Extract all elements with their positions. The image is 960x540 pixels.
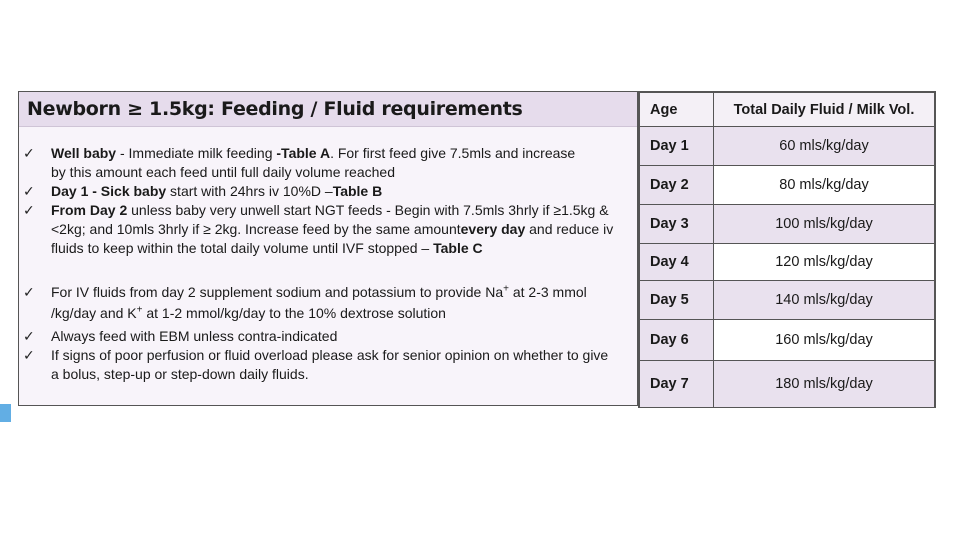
table-row <box>640 361 935 408</box>
day-cell: Day 4 <box>640 244 714 281</box>
volume-cell: 100 mls/kg/day <box>714 205 935 244</box>
day-cell: Day 3 <box>640 205 714 244</box>
table-row <box>640 244 935 281</box>
daily-fluid-table <box>639 92 935 408</box>
checkmark-icon: ✓ <box>23 347 35 363</box>
volume-cell: 160 mls/kg/day <box>714 320 935 361</box>
table-row <box>640 320 935 361</box>
volume-cell: 140 mls/kg/day <box>714 281 935 320</box>
table-row <box>640 205 935 244</box>
panel-title: Newborn ≥ 1.5kg: Feeding / Fluid requirements <box>27 98 523 120</box>
volume-cell: 60 mls/kg/day <box>714 127 935 166</box>
list-item-from-day2: ✓ From Day 2 unless baby very unwell start NGT feeds - Begin with 7.5mls 3hrly if ≥1.5kg & <2kg; and 10mls 3hrly if ≥ 2kg. Increase feed by the same amountevery day and reduce iv fluids to keep within the total daily volume until IVF stopped – Table C <box>23 202 614 256</box>
table-row <box>640 166 935 205</box>
table-row <box>640 281 935 320</box>
column-header-age: Age <box>640 93 714 127</box>
list-item-ebm: ✓ Always feed with EBM unless contra-indicated <box>23 328 338 344</box>
volume-cell: 180 mls/kg/day <box>714 361 935 408</box>
day-cell: Day 6 <box>640 320 714 361</box>
list-item-iv-fluids: ✓ For IV fluids from day 2 supplement sodium and potassium to provide Na+ at 2-3 mmol /kg/day and K+ at 1-2 mmol/kg/day to the 10% dextrose solution <box>23 283 587 321</box>
checkmark-icon: ✓ <box>23 183 35 199</box>
checkmark-icon: ✓ <box>23 328 35 344</box>
checkmark-icon: ✓ <box>23 145 35 161</box>
day-cell: Day 1 <box>640 127 714 166</box>
panel-header <box>19 92 637 127</box>
checkmark-icon: ✓ <box>23 284 35 300</box>
feeding-requirements-panel <box>18 91 638 406</box>
list-item-well-baby: ✓ Well baby - Immediate milk feeding -Table A. For first feed give 7.5mls and increase by this amount each feed until full daily volume reached <box>23 145 576 180</box>
fluid-volume-table <box>638 91 936 408</box>
column-header-volume: Total Daily Fluid / Milk Vol. <box>714 93 935 127</box>
day-cell: Day 5 <box>640 281 714 320</box>
list-item-poor-perfusion: ✓ If signs of poor perfusion or fluid overload please ask for senior opinion on whether to give a bolus, step-up or step-down daily fluids. <box>23 347 609 382</box>
slide-marker <box>0 404 11 422</box>
volume-cell: 80 mls/kg/day <box>714 166 935 205</box>
day-cell: Day 7 <box>640 361 714 408</box>
table-header-row <box>640 93 935 127</box>
volume-cell: 120 mls/kg/day <box>714 244 935 281</box>
list-item-day1-sick-baby: ✓ Day 1 - Sick baby start with 24hrs iv 10%D –Table B <box>23 183 383 199</box>
checkmark-icon: ✓ <box>23 202 35 218</box>
day-cell: Day 2 <box>640 166 714 205</box>
table-row <box>640 127 935 166</box>
